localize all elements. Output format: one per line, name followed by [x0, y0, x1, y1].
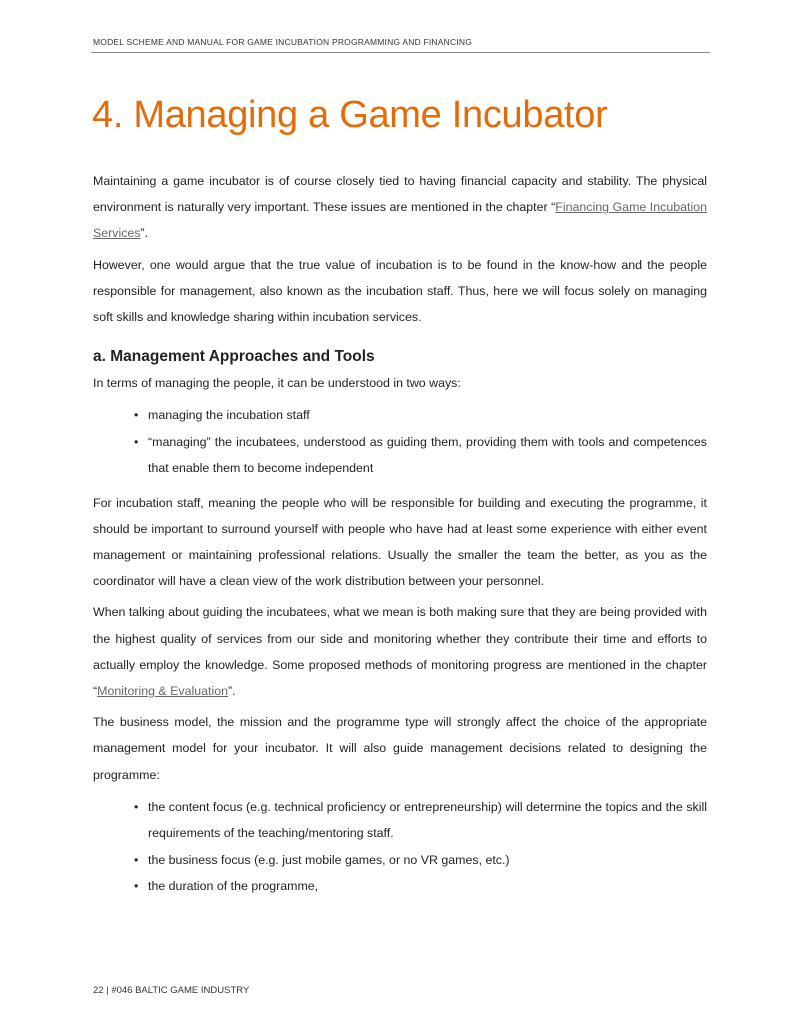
- text: Maintaining a game incubator is of course closely tied to having financial capacity and stability. The physical environment is naturally very important. These issues are mentioned in the chapter “: [93, 174, 707, 215]
- list-item: • “managing” the incubatees, understood as guiding them, providing them with tools and competences that enable them to become independent: [148, 429, 707, 482]
- body-content: [93, 168, 707, 908]
- list-item: • managing the incubation staff: [148, 402, 707, 428]
- link-monitoring-chapter[interactable]: Monitoring & Evaluation: [97, 684, 229, 699]
- chapter-title: 4. Managing a Game Incubator: [92, 94, 608, 136]
- paragraph-1: [93, 168, 707, 247]
- bullet-list-1: [93, 402, 707, 481]
- section-intro: In terms of managing the people, it can be understood in two ways:: [93, 376, 461, 391]
- bullet-list-2: [93, 794, 707, 900]
- section-heading: a. Management Approaches and Tools: [93, 348, 375, 366]
- list-item: • the content focus (e.g. technical proficiency or entrepreneurship) will determine the topics and the skill requirements of the teaching/mentoring staff.: [148, 794, 707, 847]
- page-footer: 22 | #046 BALTIC GAME INDUSTRY: [93, 985, 250, 996]
- paragraph-5: The business model, the mission and the programme type will strongly affect the choice of the appropriate management model for your incubator. It will also guide management decisions related to designing the programme:: [93, 715, 707, 782]
- paragraph-3: For incubation staff, meaning the people who will be responsible for building and executing the programme, it should be important to surround yourself with people who have had at least some experience with either event management or maintaining professional relations. Usually the smaller the team the better, as you as the coordinator will have a clean view of the work distribution between your personnel.: [93, 495, 707, 589]
- text: ”.: [140, 226, 149, 241]
- text: When talking about guiding the incubatees, what we mean is both making sure that they are being provided with the highest quality of services from our side and monitoring whether they contribute their time and efforts to actually employ the knowledge. Some proposed methods of monitoring progress are mentioned in the chapter “: [93, 605, 707, 699]
- link-financing-chapter[interactable]: Financing Game Incubation Services: [93, 200, 707, 241]
- running-header: MODEL SCHEME AND MANUAL FOR GAME INCUBATION PROGRAMMING AND FINANCING: [93, 37, 473, 47]
- header-rule: [91, 52, 710, 53]
- text: ”.: [228, 684, 236, 699]
- paragraph-2: However, one would argue that the true value of incubation is to be found in the know-how and the people responsible for management, also known as the incubation staff. Thus, here we will focus solely on managing soft skills and knowledge sharing within incubation services.: [93, 257, 707, 325]
- list-item: • the duration of the programme,: [148, 873, 707, 899]
- paragraph-4: [93, 599, 707, 704]
- list-item: • the business focus (e.g. just mobile games, or no VR games, etc.): [148, 847, 707, 873]
